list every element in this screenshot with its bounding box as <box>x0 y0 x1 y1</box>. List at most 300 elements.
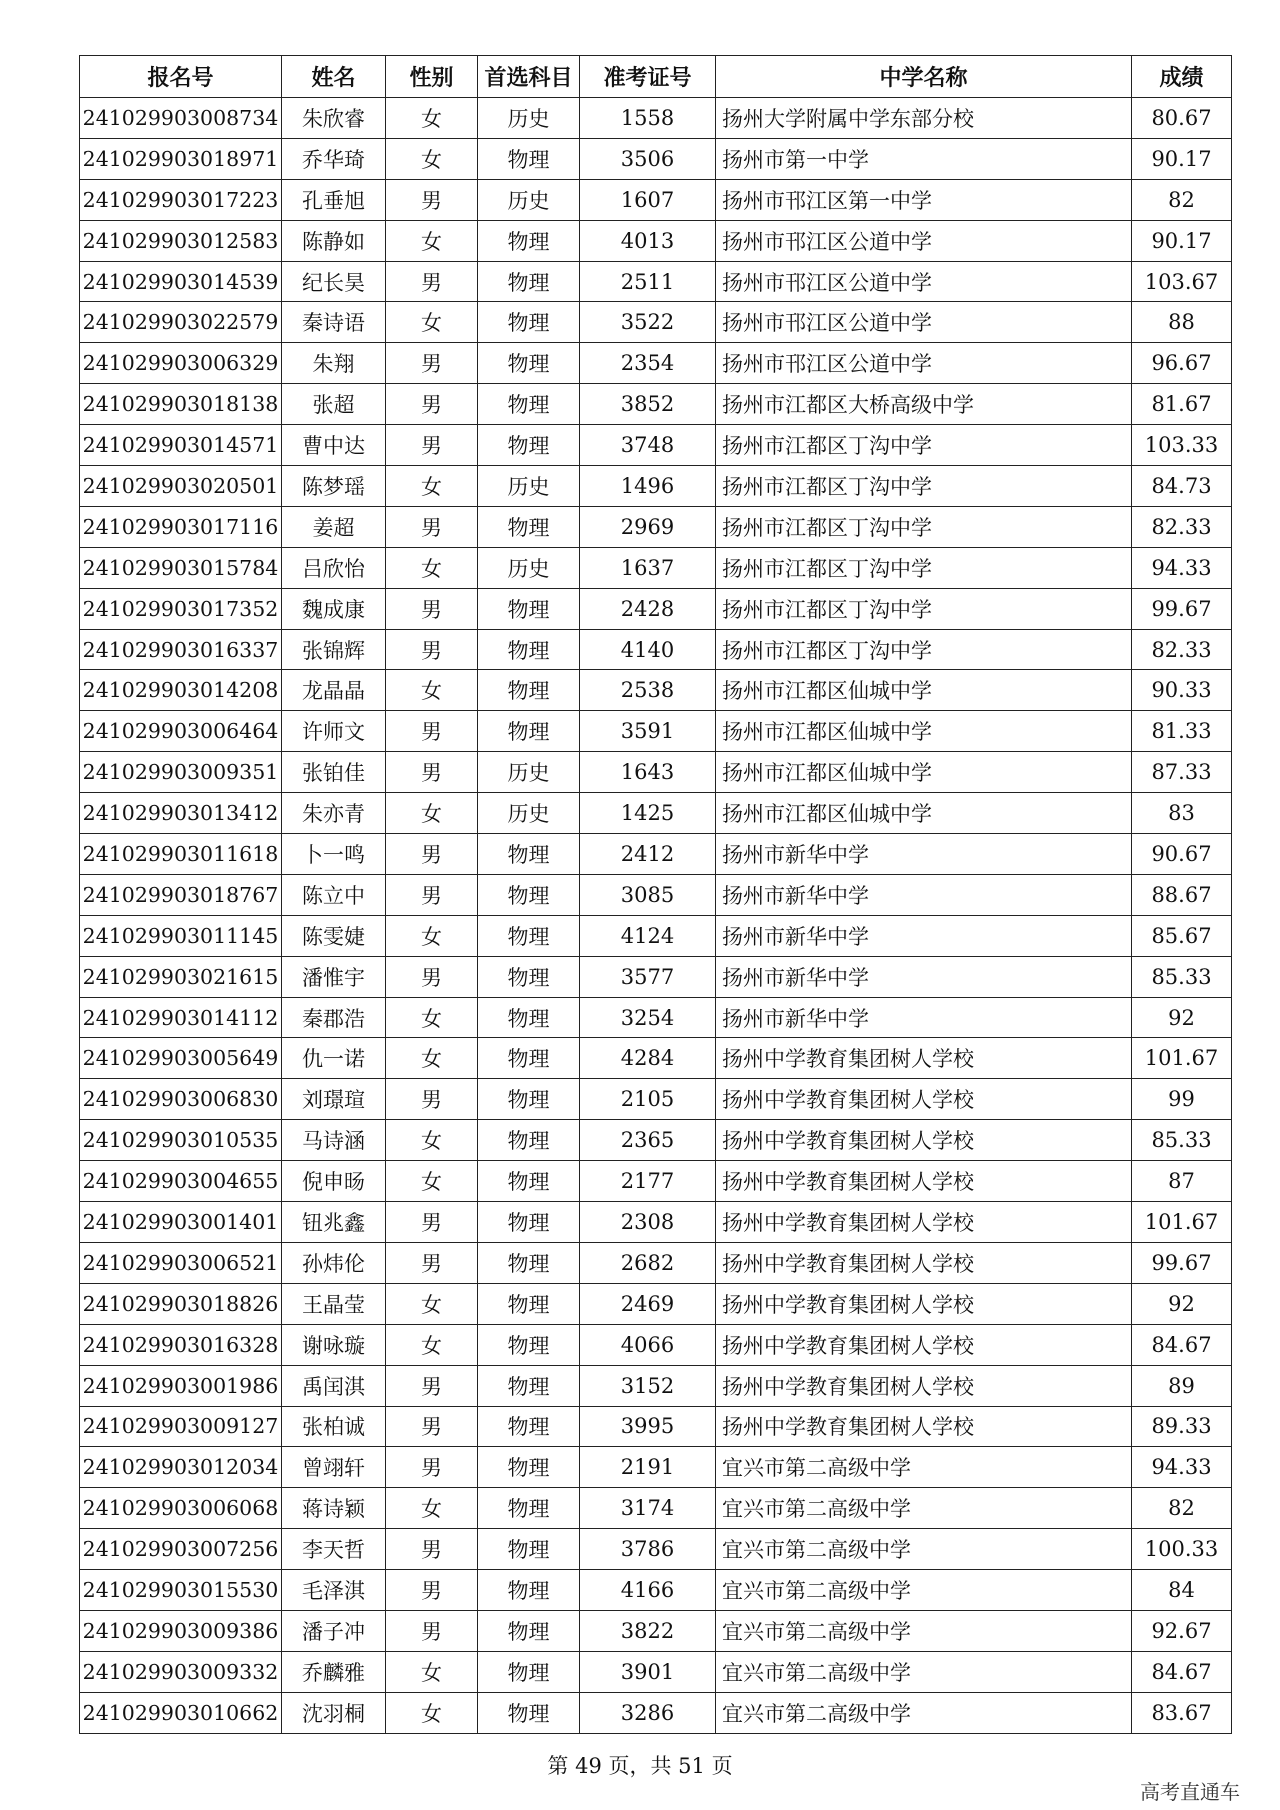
gender-cell: 男 <box>386 1079 478 1120</box>
table-row <box>80 98 1232 139</box>
gender-cell: 女 <box>386 1324 478 1365</box>
registration-number-cell: 241029903020501 <box>80 466 282 507</box>
registration-number-cell: 241029903018767 <box>80 874 282 915</box>
subject-cell: 物理 <box>478 1161 580 1202</box>
exam-ticket-cell: 3506 <box>580 138 716 179</box>
subject-cell: 物理 <box>478 1610 580 1651</box>
school-cell: 扬州市新华中学 <box>716 956 1132 997</box>
score-cell: 90.17 <box>1132 220 1232 261</box>
name-cell: 吕欣怡 <box>282 547 386 588</box>
gender-cell: 男 <box>386 1570 478 1611</box>
gender-cell: 女 <box>386 793 478 834</box>
header-school-name: 中学名称 <box>716 56 1132 98</box>
gender-cell: 女 <box>386 670 478 711</box>
registration-number-cell: 241029903006329 <box>80 343 282 384</box>
subject-cell: 物理 <box>478 1283 580 1324</box>
name-cell: 张锦辉 <box>282 629 386 670</box>
exam-ticket-cell: 2682 <box>580 1242 716 1283</box>
school-cell: 扬州市江都区仙城中学 <box>716 711 1132 752</box>
name-cell: 孙炜伦 <box>282 1242 386 1283</box>
table-row <box>80 874 1232 915</box>
score-cell: 99.67 <box>1132 1242 1232 1283</box>
score-cell: 81.33 <box>1132 711 1232 752</box>
gender-cell: 男 <box>386 1365 478 1406</box>
table-row <box>80 793 1232 834</box>
table-row <box>80 1406 1232 1447</box>
table-row <box>80 384 1232 425</box>
score-cell: 89.33 <box>1132 1406 1232 1447</box>
name-cell: 朱翔 <box>282 343 386 384</box>
exam-ticket-cell: 2177 <box>580 1161 716 1202</box>
score-cell: 94.33 <box>1132 1447 1232 1488</box>
exam-ticket-cell: 1643 <box>580 752 716 793</box>
score-cell: 80.67 <box>1132 98 1232 139</box>
gender-cell: 男 <box>386 588 478 629</box>
score-cell: 88 <box>1132 302 1232 343</box>
exam-ticket-cell: 4124 <box>580 915 716 956</box>
school-cell: 扬州市邗江区公道中学 <box>716 302 1132 343</box>
score-cell: 96.67 <box>1132 343 1232 384</box>
registration-number-cell: 241029903001986 <box>80 1365 282 1406</box>
gender-cell: 女 <box>386 466 478 507</box>
registration-number-cell: 241029903001401 <box>80 1202 282 1243</box>
table-row <box>80 711 1232 752</box>
score-cell: 92.67 <box>1132 1610 1232 1651</box>
gender-cell: 女 <box>386 997 478 1038</box>
header-name: 姓名 <box>282 56 386 98</box>
name-cell: 朱亦青 <box>282 793 386 834</box>
subject-cell: 物理 <box>478 1529 580 1570</box>
school-cell: 扬州中学教育集团树人学校 <box>716 1202 1132 1243</box>
school-cell: 扬州中学教育集团树人学校 <box>716 1365 1132 1406</box>
school-cell: 扬州市第一中学 <box>716 138 1132 179</box>
school-cell: 扬州市新华中学 <box>716 997 1132 1038</box>
gender-cell: 女 <box>386 138 478 179</box>
school-cell: 扬州市江都区仙城中学 <box>716 752 1132 793</box>
name-cell: 陈梦瑶 <box>282 466 386 507</box>
school-cell: 宜兴市第二高级中学 <box>716 1570 1132 1611</box>
gender-cell: 男 <box>386 1242 478 1283</box>
registration-number-cell: 241029903006464 <box>80 711 282 752</box>
name-cell: 纪长昊 <box>282 261 386 302</box>
subject-cell: 物理 <box>478 874 580 915</box>
registration-number-cell: 241029903018826 <box>80 1283 282 1324</box>
name-cell: 姜超 <box>282 506 386 547</box>
registration-number-cell: 241029903016328 <box>80 1324 282 1365</box>
table-row <box>80 1651 1232 1692</box>
table-row <box>80 1242 1232 1283</box>
registration-number-cell: 241029903010662 <box>80 1692 282 1733</box>
table-row <box>80 915 1232 956</box>
subject-cell: 历史 <box>478 752 580 793</box>
table-row <box>80 1529 1232 1570</box>
table-row <box>80 1488 1232 1529</box>
subject-cell: 物理 <box>478 1202 580 1243</box>
registration-number-cell: 241029903017223 <box>80 179 282 220</box>
subject-cell: 物理 <box>478 384 580 425</box>
watermark: 高考直通车 <box>1140 1780 1240 1804</box>
gender-cell: 男 <box>386 834 478 875</box>
header-row <box>80 56 1232 98</box>
exam-ticket-cell: 3286 <box>580 1692 716 1733</box>
exam-ticket-cell: 2538 <box>580 670 716 711</box>
name-cell: 秦郡浩 <box>282 997 386 1038</box>
score-cell: 84.67 <box>1132 1651 1232 1692</box>
score-cell: 88.67 <box>1132 874 1232 915</box>
score-cell: 82.33 <box>1132 629 1232 670</box>
gender-cell: 女 <box>386 98 478 139</box>
registration-number-cell: 241029903013412 <box>80 793 282 834</box>
table-row <box>80 1202 1232 1243</box>
registration-number-cell: 241029903022579 <box>80 302 282 343</box>
exam-ticket-cell: 1558 <box>580 98 716 139</box>
gender-cell: 男 <box>386 1529 478 1570</box>
gender-cell: 男 <box>386 343 478 384</box>
exam-ticket-cell: 3152 <box>580 1365 716 1406</box>
subject-cell: 物理 <box>478 1488 580 1529</box>
exam-ticket-cell: 4166 <box>580 1570 716 1611</box>
registration-number-cell: 241029903011618 <box>80 834 282 875</box>
gender-cell: 女 <box>386 1038 478 1079</box>
score-cell: 82 <box>1132 179 1232 220</box>
registration-number-cell: 241029903009127 <box>80 1406 282 1447</box>
exam-ticket-cell: 3786 <box>580 1529 716 1570</box>
subject-cell: 物理 <box>478 1120 580 1161</box>
exam-ticket-cell: 2354 <box>580 343 716 384</box>
gender-cell: 女 <box>386 1283 478 1324</box>
gender-cell: 男 <box>386 384 478 425</box>
subject-cell: 物理 <box>478 834 580 875</box>
table-row <box>80 1079 1232 1120</box>
school-cell: 扬州大学附属中学东部分校 <box>716 98 1132 139</box>
score-cell: 82.33 <box>1132 506 1232 547</box>
school-cell: 宜兴市第二高级中学 <box>716 1488 1132 1529</box>
subject-cell: 历史 <box>478 466 580 507</box>
gender-cell: 女 <box>386 220 478 261</box>
exam-ticket-cell: 2428 <box>580 588 716 629</box>
registration-number-cell: 241029903009332 <box>80 1651 282 1692</box>
exam-ticket-cell: 4284 <box>580 1038 716 1079</box>
school-cell: 扬州市邗江区公道中学 <box>716 261 1132 302</box>
gender-cell: 男 <box>386 711 478 752</box>
gender-cell: 女 <box>386 547 478 588</box>
score-cell: 90.17 <box>1132 138 1232 179</box>
table-row <box>80 1570 1232 1611</box>
table-row <box>80 261 1232 302</box>
exam-ticket-cell: 3748 <box>580 425 716 466</box>
score-cell: 103.67 <box>1132 261 1232 302</box>
name-cell: 马诗涵 <box>282 1120 386 1161</box>
score-cell: 94.33 <box>1132 547 1232 588</box>
gender-cell: 男 <box>386 752 478 793</box>
subject-cell: 物理 <box>478 956 580 997</box>
school-cell: 宜兴市第二高级中学 <box>716 1692 1132 1733</box>
subject-cell: 物理 <box>478 711 580 752</box>
table-row <box>80 138 1232 179</box>
exam-ticket-cell: 3822 <box>580 1610 716 1651</box>
school-cell: 扬州市江都区丁沟中学 <box>716 629 1132 670</box>
registration-number-cell: 241029903015530 <box>80 1570 282 1611</box>
name-cell: 沈羽桐 <box>282 1692 386 1733</box>
subject-cell: 物理 <box>478 1324 580 1365</box>
registration-number-cell: 241029903014112 <box>80 997 282 1038</box>
subject-cell: 物理 <box>478 343 580 384</box>
registration-number-cell: 241029903008734 <box>80 98 282 139</box>
name-cell: 钮兆鑫 <box>282 1202 386 1243</box>
school-cell: 扬州中学教育集团树人学校 <box>716 1283 1132 1324</box>
score-cell: 100.33 <box>1132 1529 1232 1570</box>
subject-cell: 物理 <box>478 1038 580 1079</box>
school-cell: 扬州市新华中学 <box>716 915 1132 956</box>
exam-ticket-cell: 3901 <box>580 1651 716 1692</box>
name-cell: 刘璟瑄 <box>282 1079 386 1120</box>
registration-number-cell: 241029903011145 <box>80 915 282 956</box>
table-row <box>80 466 1232 507</box>
score-cell: 99 <box>1132 1079 1232 1120</box>
name-cell: 曾翊轩 <box>282 1447 386 1488</box>
table-row <box>80 1610 1232 1651</box>
subject-cell: 物理 <box>478 261 580 302</box>
table-row <box>80 834 1232 875</box>
score-cell: 90.33 <box>1132 670 1232 711</box>
name-cell: 曹中达 <box>282 425 386 466</box>
registration-number-cell: 241029903006830 <box>80 1079 282 1120</box>
score-cell: 99.67 <box>1132 588 1232 629</box>
registration-number-cell: 241029903016337 <box>80 629 282 670</box>
gender-cell: 男 <box>386 425 478 466</box>
page-footer: 第 49 页，共 51 页 <box>547 1754 733 1778</box>
score-cell: 101.67 <box>1132 1038 1232 1079</box>
subject-cell: 物理 <box>478 1242 580 1283</box>
gender-cell: 女 <box>386 1161 478 1202</box>
gender-cell: 女 <box>386 302 478 343</box>
exam-ticket-cell: 1607 <box>580 179 716 220</box>
score-cell: 83.67 <box>1132 1692 1232 1733</box>
score-cell: 92 <box>1132 1283 1232 1324</box>
gender-cell: 女 <box>386 915 478 956</box>
name-cell: 禹闰淇 <box>282 1365 386 1406</box>
subject-cell: 物理 <box>478 1651 580 1692</box>
subject-cell: 历史 <box>478 179 580 220</box>
registration-number-cell: 241029903018138 <box>80 384 282 425</box>
header-preferred-subject: 首选科目 <box>478 56 580 98</box>
school-cell: 扬州市江都区大桥高级中学 <box>716 384 1132 425</box>
subject-cell: 物理 <box>478 915 580 956</box>
school-cell: 扬州市江都区丁沟中学 <box>716 466 1132 507</box>
table-row <box>80 956 1232 997</box>
school-cell: 扬州市江都区丁沟中学 <box>716 588 1132 629</box>
registration-number-cell: 241029903014539 <box>80 261 282 302</box>
score-cell: 85.33 <box>1132 956 1232 997</box>
school-cell: 扬州中学教育集团树人学校 <box>716 1038 1132 1079</box>
registration-number-cell: 241029903021615 <box>80 956 282 997</box>
name-cell: 潘惟宇 <box>282 956 386 997</box>
header-score: 成绩 <box>1132 56 1232 98</box>
score-cell: 81.67 <box>1132 384 1232 425</box>
name-cell: 魏成康 <box>282 588 386 629</box>
school-cell: 扬州市新华中学 <box>716 874 1132 915</box>
table-row <box>80 997 1232 1038</box>
name-cell: 谢咏璇 <box>282 1324 386 1365</box>
results-table <box>79 55 1232 1734</box>
table-row <box>80 1365 1232 1406</box>
score-cell: 92 <box>1132 997 1232 1038</box>
name-cell: 陈雯婕 <box>282 915 386 956</box>
exam-ticket-cell: 3174 <box>580 1488 716 1529</box>
registration-number-cell: 241029903007256 <box>80 1529 282 1570</box>
gender-cell: 女 <box>386 1692 478 1733</box>
exam-ticket-cell: 4066 <box>580 1324 716 1365</box>
registration-number-cell: 241029903015784 <box>80 547 282 588</box>
subject-cell: 物理 <box>478 506 580 547</box>
name-cell: 仇一诺 <box>282 1038 386 1079</box>
score-cell: 101.67 <box>1132 1202 1232 1243</box>
exam-ticket-cell: 3995 <box>580 1406 716 1447</box>
registration-number-cell: 241029903014208 <box>80 670 282 711</box>
exam-ticket-cell: 3254 <box>580 997 716 1038</box>
school-cell: 扬州中学教育集团树人学校 <box>716 1324 1132 1365</box>
exam-ticket-cell: 2511 <box>580 261 716 302</box>
table-row <box>80 220 1232 261</box>
table-row <box>80 506 1232 547</box>
registration-number-cell: 241029903005649 <box>80 1038 282 1079</box>
name-cell: 李天哲 <box>282 1529 386 1570</box>
exam-ticket-cell: 2308 <box>580 1202 716 1243</box>
gender-cell: 男 <box>386 1447 478 1488</box>
gender-cell: 男 <box>386 179 478 220</box>
school-cell: 扬州中学教育集团树人学校 <box>716 1120 1132 1161</box>
name-cell: 张铂佳 <box>282 752 386 793</box>
subject-cell: 历史 <box>478 98 580 139</box>
school-cell: 扬州市邗江区公道中学 <box>716 220 1132 261</box>
school-cell: 扬州中学教育集团树人学校 <box>716 1406 1132 1447</box>
registration-number-cell: 241029903006068 <box>80 1488 282 1529</box>
gender-cell: 男 <box>386 956 478 997</box>
registration-number-cell: 241029903006521 <box>80 1242 282 1283</box>
gender-cell: 男 <box>386 629 478 670</box>
name-cell: 卜一鸣 <box>282 834 386 875</box>
name-cell: 秦诗语 <box>282 302 386 343</box>
registration-number-cell: 241029903009351 <box>80 752 282 793</box>
exam-ticket-cell: 4140 <box>580 629 716 670</box>
name-cell: 潘子冲 <box>282 1610 386 1651</box>
name-cell: 王晶莹 <box>282 1283 386 1324</box>
exam-ticket-cell: 1637 <box>580 547 716 588</box>
school-cell: 宜兴市第二高级中学 <box>716 1447 1132 1488</box>
exam-ticket-cell: 2969 <box>580 506 716 547</box>
name-cell: 张超 <box>282 384 386 425</box>
table-row <box>80 179 1232 220</box>
score-cell: 84.67 <box>1132 1324 1232 1365</box>
registration-number-cell: 241029903012583 <box>80 220 282 261</box>
table-row <box>80 1692 1232 1733</box>
name-cell: 朱欣睿 <box>282 98 386 139</box>
school-cell: 宜兴市第二高级中学 <box>716 1651 1132 1692</box>
name-cell: 倪申旸 <box>282 1161 386 1202</box>
score-cell: 87 <box>1132 1161 1232 1202</box>
school-cell: 扬州市江都区丁沟中学 <box>716 547 1132 588</box>
table-row <box>80 1283 1232 1324</box>
gender-cell: 男 <box>386 1406 478 1447</box>
table-row <box>80 670 1232 711</box>
subject-cell: 物理 <box>478 1365 580 1406</box>
name-cell: 陈立中 <box>282 874 386 915</box>
exam-ticket-cell: 4013 <box>580 220 716 261</box>
subject-cell: 物理 <box>478 1406 580 1447</box>
school-cell: 扬州市江都区丁沟中学 <box>716 425 1132 466</box>
header-registration-number: 报名号 <box>80 56 282 98</box>
registration-number-cell: 241029903009386 <box>80 1610 282 1651</box>
school-cell: 扬州市江都区仙城中学 <box>716 670 1132 711</box>
score-cell: 103.33 <box>1132 425 1232 466</box>
exam-ticket-cell: 3522 <box>580 302 716 343</box>
table-row <box>80 629 1232 670</box>
registration-number-cell: 241029903012034 <box>80 1447 282 1488</box>
school-cell: 扬州市江都区丁沟中学 <box>716 506 1132 547</box>
subject-cell: 物理 <box>478 997 580 1038</box>
gender-cell: 男 <box>386 874 478 915</box>
subject-cell: 物理 <box>478 588 580 629</box>
table-row <box>80 1447 1232 1488</box>
table-row <box>80 425 1232 466</box>
school-cell: 扬州市邗江区第一中学 <box>716 179 1132 220</box>
subject-cell: 物理 <box>478 1079 580 1120</box>
gender-cell: 女 <box>386 1120 478 1161</box>
name-cell: 张柏诚 <box>282 1406 386 1447</box>
name-cell: 许师文 <box>282 711 386 752</box>
subject-cell: 物理 <box>478 220 580 261</box>
exam-ticket-cell: 3577 <box>580 956 716 997</box>
score-cell: 85.67 <box>1132 915 1232 956</box>
subject-cell: 物理 <box>478 1447 580 1488</box>
subject-cell: 物理 <box>478 302 580 343</box>
table-row <box>80 1120 1232 1161</box>
exam-ticket-cell: 2469 <box>580 1283 716 1324</box>
subject-cell: 物理 <box>478 670 580 711</box>
subject-cell: 历史 <box>478 793 580 834</box>
registration-number-cell: 241029903017352 <box>80 588 282 629</box>
subject-cell: 历史 <box>478 547 580 588</box>
score-cell: 84.73 <box>1132 466 1232 507</box>
school-cell: 扬州中学教育集团树人学校 <box>716 1242 1132 1283</box>
table-row <box>80 752 1232 793</box>
registration-number-cell: 241029903017116 <box>80 506 282 547</box>
exam-ticket-cell: 2105 <box>580 1079 716 1120</box>
gender-cell: 女 <box>386 1488 478 1529</box>
subject-cell: 物理 <box>478 1570 580 1611</box>
gender-cell: 男 <box>386 506 478 547</box>
registration-number-cell: 241029903004655 <box>80 1161 282 1202</box>
header-gender: 性别 <box>386 56 478 98</box>
exam-ticket-cell: 1425 <box>580 793 716 834</box>
table-row <box>80 1038 1232 1079</box>
subject-cell: 物理 <box>478 425 580 466</box>
exam-ticket-cell: 1496 <box>580 466 716 507</box>
name-cell: 龙晶晶 <box>282 670 386 711</box>
name-cell: 蒋诗颖 <box>282 1488 386 1529</box>
table-row <box>80 302 1232 343</box>
name-cell: 毛泽淇 <box>282 1570 386 1611</box>
subject-cell: 物理 <box>478 1692 580 1733</box>
table-row <box>80 1161 1232 1202</box>
school-cell: 扬州中学教育集团树人学校 <box>716 1161 1132 1202</box>
exam-ticket-cell: 3591 <box>580 711 716 752</box>
score-cell: 90.67 <box>1132 834 1232 875</box>
score-cell: 89 <box>1132 1365 1232 1406</box>
gender-cell: 男 <box>386 1610 478 1651</box>
name-cell: 乔麟雅 <box>282 1651 386 1692</box>
exam-ticket-cell: 2412 <box>580 834 716 875</box>
